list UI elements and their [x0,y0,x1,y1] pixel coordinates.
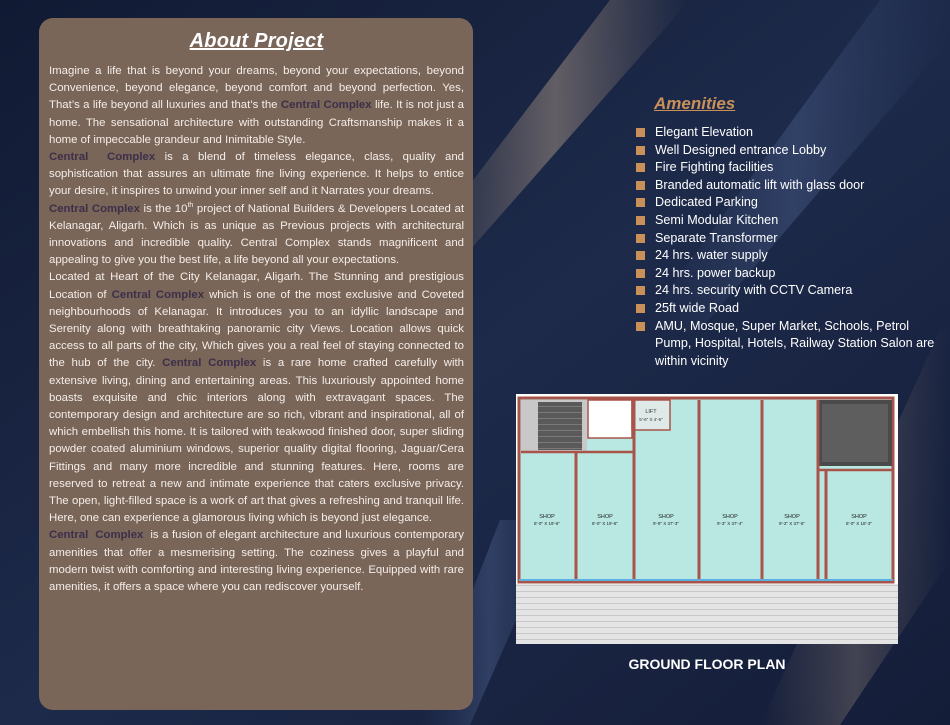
about-title: About Project [189,30,324,52]
brand-name: Central Complex [49,202,140,215]
shop-size: 9'-3" X 37'-4" [717,521,743,526]
shop-size: 9'-3" X 37'-5" [779,521,805,526]
text-run: Imagine a life that is beyond your dreams, beyond your expectations, beyond Convenience, beyond elegance, beyond comfort and beyond perfection. Yes, That’s a life beyond all luxuries and that’s the [49,65,464,112]
shop-label: SHOP [597,514,613,520]
amenity-item: 25ft wide Road [636,300,936,318]
amenity-item: Fire Fighting facilities [636,159,936,177]
shop-size: 8'-0" X 19'-6" [592,521,618,526]
about-paragraph [49,149,464,201]
shop-label: SHOP [784,514,800,520]
amenity-item: 24 hrs. security with CCTV Camera [636,282,936,300]
shop-label: SHOP [851,514,867,520]
brand-name: Central Complex [49,151,156,164]
amenity-item: 24 hrs. water supply [636,247,936,265]
lift [632,400,670,430]
road-area [516,584,898,644]
about-paragraph [49,269,464,527]
brand-name: Central Complex [162,357,257,370]
text-run: is a fusion of elegant architecture and luxurious contemporary amenities that offer a mesmerising setting. The coziness gives a playful and modern twist with comforting and interesting living experience. Equipped with rare amenities, it offers a space where you can rediscover yourself. [49,529,468,594]
amenity-item: Elegant Elevation [636,124,936,142]
text-run: is the 10 [139,202,188,215]
text-run: Located at Heart of the City Kelanagar, Aligarh. The Stunning and prestigious Location of [49,271,464,301]
shop-size: 8'-0" X 19'-6" [534,521,560,526]
lift-size: 5'-6" X 4'-6" [639,417,663,422]
floor-plan [516,394,898,644]
shop-size: 9'-9" X 37'-3" [653,521,679,526]
amenity-item: Semi Modular Kitchen [636,212,936,230]
amenity-item: Well Designed entrance Lobby [636,142,936,160]
amenity-item: Branded automatic lift with glass door [636,177,936,195]
floor-plan-drawing [516,394,898,644]
amenities-title: Amenities [654,94,736,113]
text-run: project of National Builders & Developers Located at Kelanagar, Aligarh. Which is as unique as Previous projects with architectural innovations and incredible quality. Central Complex stands magnificent and appealing to give you the best life, a life beyond all your expectations. [49,202,464,267]
amenity-item: Separate Transformer [636,230,936,248]
amenity-item: 24 hrs. power backup [636,265,936,283]
shop-label: SHOP [722,514,738,520]
about-paragraph [49,201,464,270]
about-panel [39,18,473,710]
shop-label: SHOP [539,514,555,520]
lift-label: LIFT [645,409,657,415]
brand-name: Central Complex [111,288,205,301]
brand-name: Central Complex [280,99,372,112]
about-body [49,63,468,596]
shop-size: 8'-0" X 18'-3" [846,521,872,526]
amenities-list [636,124,936,370]
text-run: which is one of the most exclusive and Coveted neighbourhoods of Kelanagar. It introduces you to an idyllic landscape and Serenity along with breathtaking panoramic city Views. Location allows quick access to all parts of the city, Which gives you a real feel of staying connected to the hub of the city. [49,288,464,370]
amenity-item: Dedicated Parking [636,194,936,212]
text-run: is a blend of timeless elegance, class, quality and sophistication that assures an ultimate fine living experience. It helps to entice your desire, it inspires to unwind your inner self and it Narrates your dreams. [49,151,464,198]
brand-name: Central Complex [49,529,144,542]
floor-plan-title: GROUND FLOOR PLAN [628,656,786,672]
amenity-item: AMU, Mosque, Super Market, Schools, Petrol Pump, Hospital, Hotels, Railway Station Salon are within vicinity [636,318,936,371]
text-run: is a rare home crafted carefully with extensive living, dining and entertaining areas. This luxuriously appointed home boasts exquisite and chic interiors along with extravagant spaces. The contemporary design and architecture are so rich, vibrant and inspirational, all of which embellish this home. It is tailored with teakwood finished door, super sliding powder coated aluminium windows, superior quality digital flooring, Jaguar/Cera Fittings and many more incredible and stunning features. Here, rooms are reserved to retreat a new and intimate experience that caters exclusive privacy. The open, light-filled space is a work of art that gives a refreshing and tranquil life. Here, one can experience a glamorous living which is beyond just elegance. [49,357,464,525]
superscript: th [187,201,194,209]
about-paragraph [49,63,464,149]
about-paragraph [49,527,468,596]
text-run: life. It is not just a home. The sensational architecture with outstanding Craftsmanship makes it a home of impeccable grandeur and Inimitable Style. [49,99,464,146]
shop-label: SHOP [658,514,674,520]
